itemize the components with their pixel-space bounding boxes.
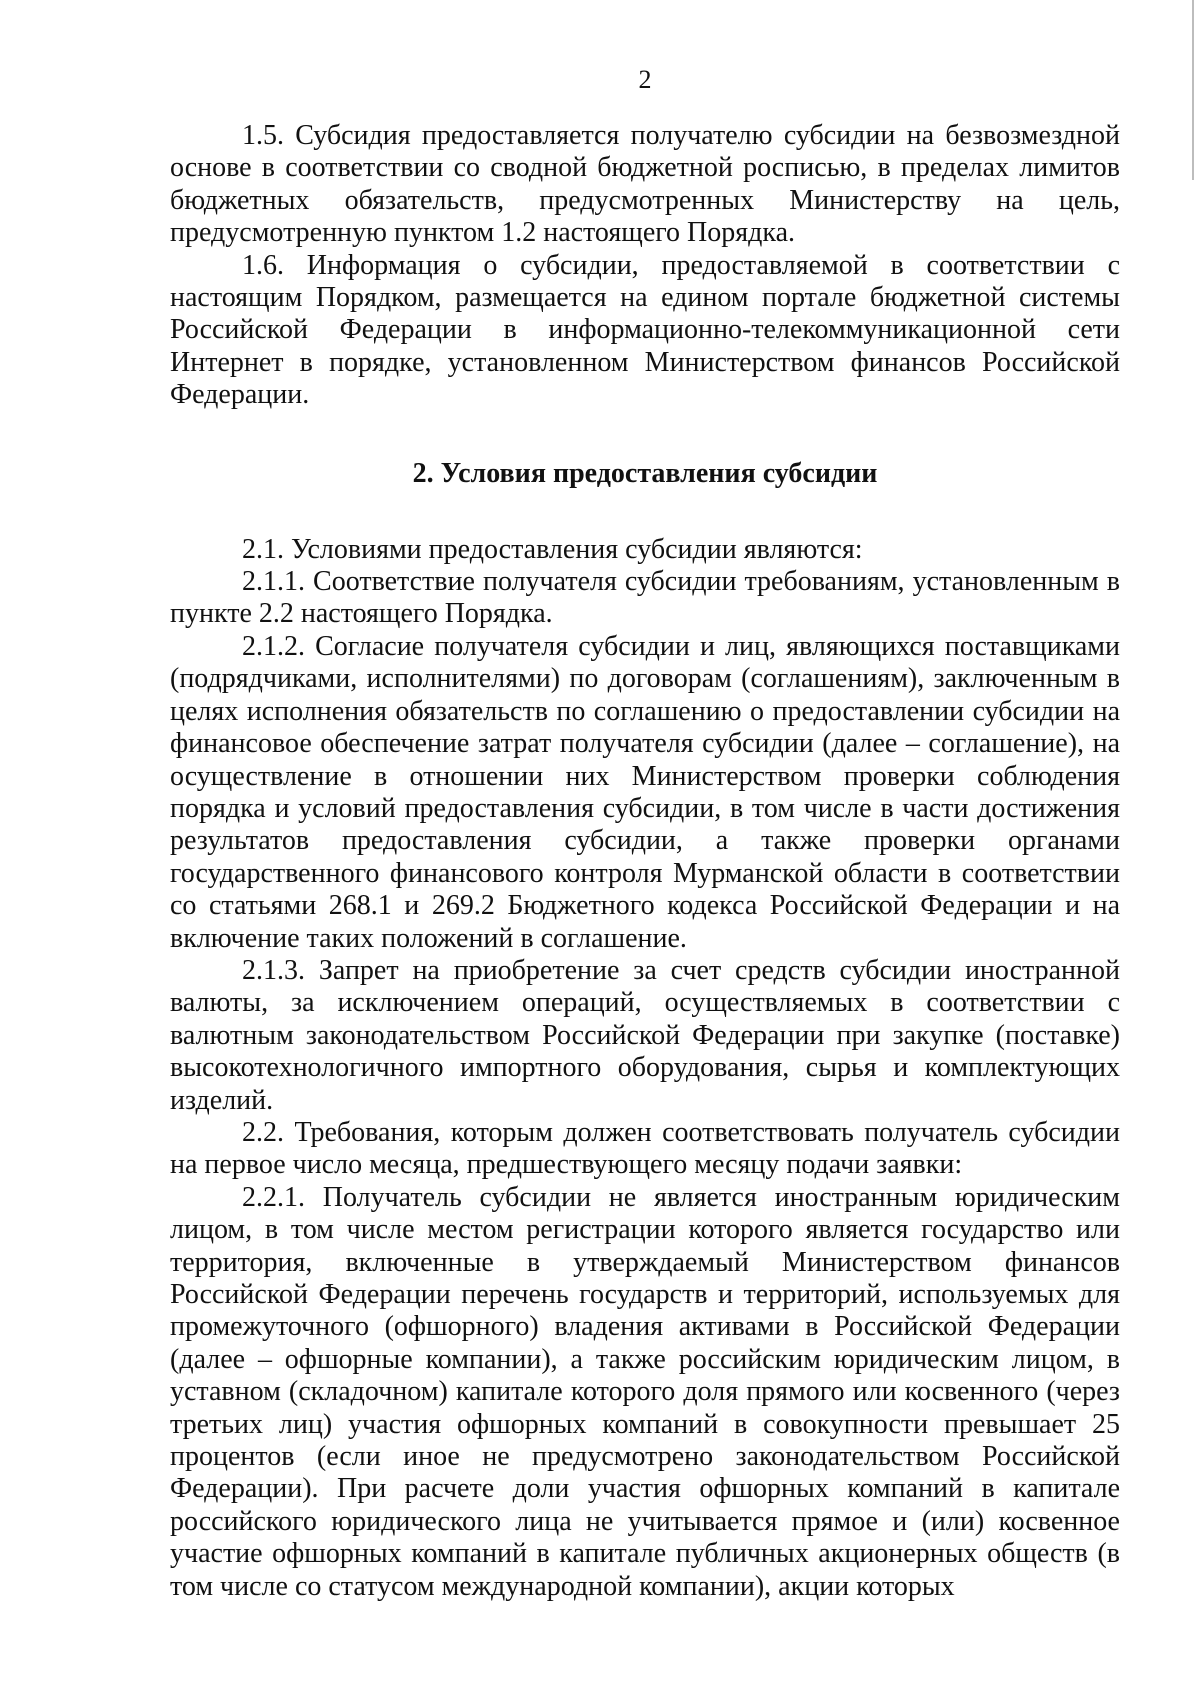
- page-number: 2: [638, 65, 652, 94]
- document-body: [170, 120, 1120, 1603]
- paragraph-2-1-1: 2.1.1. Соответствие получателя субсидии требованиям, установленным в пункте 2.2 настоящего Порядка.: [170, 566, 1120, 630]
- paragraph-1-6: 1.6. Информация о субсидии, предоставляемой в соответствии с настоящим Порядком, размещается на едином портале бюджетной системы Российской Федерации в информационно-телекоммуникационной сети Интернет в порядке, установленном Министерством финансов Российской Федерации.: [170, 249, 1120, 411]
- paragraph-2-2: 2.2. Требования, которым должен соответствовать получатель субсидии на первое число месяца, предшествующего месяцу подачи заявки:: [170, 1116, 1120, 1181]
- section-heading: 2. Условия предоставления субсидии: [412, 457, 878, 489]
- paragraph-2-1: 2.1. Условиями предоставления субсидии являются:: [242, 533, 863, 565]
- paragraph-2-1-2: 2.1.2. Согласие получателя субсидии и лиц, являющихся поставщиками (подрядчиками, исполнителями) по договорам (соглашениям), заключенным в целях исполнения обязательств по соглашению о предоставлении субсидии на финансовое обеспечение затрат получателя субсидии (далее – соглашение), на осуществление в отношении них Министерством проверки соблюдения порядка и условий предоставления субсидии, в том числе в части достижения результатов предоставления субсидии, а также проверки органами государственного финансового контроля Мурманской области в соответствии со статьями 268.1 и 269.2 Бюджетного кодекса Российской Федерации и на включение таких положений в соглашение.: [170, 630, 1120, 954]
- paragraph-2-1-3: 2.1.3. Запрет на приобретение за счет средств субсидии иностранной валюты, за исключением операций, осуществляемых в соответствии с валютным законодательством Российской Федерации при закупке (поставке) высокотехнологичного импортного оборудования, сырья и комплектующих изделий.: [170, 954, 1120, 1116]
- paragraph-1-5: 1.5. Субсидия предоставляется получателю субсидии на безвозмездной основе в соответствии со сводной бюджетной росписью, в пределах лимитов бюджетных обязательств, предусмотренных Министерству на цель, предусмотренную пунктом 1.2 настоящего Порядка.: [170, 120, 1120, 249]
- paragraph-2-2-1: 2.2.1. Получатель субсидии не является иностранным юридическим лицом, в том числе местом регистрации которого является государство или территория, включенные в утверждаемый Министерством финансов Российской Федерации перечень государств и территорий, используемых для промежуточного (офшорного) владения активами в Российской Федерации (далее – офшорные компании), а также российским юридическим лицом, в уставном (складочном) капитале которого доля прямого или косвенного (через третьих лиц) участия офшорных компаний в совокупности превышает 25 процентов (если иное не предусмотрено законодательством Российской Федерации). При расчете доли участия офшорных компаний в капитале российского юридического лица не учитывается прямое и (или) косвенное участие офшорных компаний в капитале публичных акционерных обществ (в том числе со статусом международной компании), акции которых: [170, 1181, 1120, 1602]
- page-edge-line: [1192, 0, 1194, 180]
